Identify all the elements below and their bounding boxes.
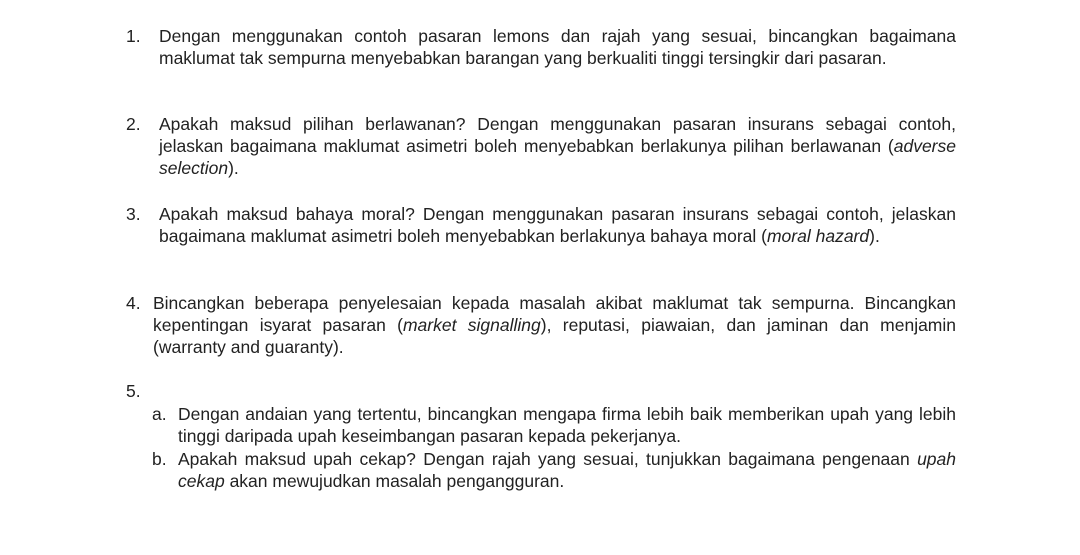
text-segment: Apakah maksud upah cekap? Dengan rajah yang sesuai, tunjukkan bagaimana pengenaan — [178, 449, 918, 469]
italic-term: upah cekap — [178, 449, 956, 491]
italic-term: adverse selection — [159, 136, 956, 178]
question-text — [159, 113, 956, 179]
question-text — [159, 203, 956, 247]
text-segment: ), reputasi, piawaian, dan jaminan dan menjamin (warranty and guaranty). — [153, 315, 957, 357]
question-number: 2. — [126, 114, 141, 134]
text-segment: Apakah maksud pilihan berlawanan? Dengan menggunakan pasaran insurans sebagai contoh, jelaskan bagaimana maklumat asimetri boleh menyebabkan berlakunya pilihan berlawanan ( — [159, 114, 956, 156]
question-3 — [126, 203, 956, 247]
text-segment: Bincangkan beberapa penyelesaian kepada masalah akibat maklumat tak sempurna. Bincangkan kepentingan isyarat pasaran ( — [153, 293, 956, 335]
text-segment: akan mewujudkan masalah pengangguran. — [224, 471, 565, 491]
question-number: 3. — [126, 204, 141, 224]
question-number: 1. — [126, 26, 141, 46]
question-5-part-b — [152, 448, 956, 492]
question-text: Dengan menggunakan contoh pasaran lemons dan rajah yang sesuai, bincangkan bagaimana maklumat tak sempurna menyebabkan barangan yang berkualiti tinggi tersingkir dari pasaran. — [159, 26, 956, 68]
question-number: 4. — [126, 293, 141, 313]
part-label: b. — [152, 449, 167, 469]
italic-term: market signalling — [402, 315, 541, 335]
question-2 — [126, 113, 956, 179]
italic-term: moral hazard — [766, 226, 870, 246]
text-segment: ). — [869, 226, 880, 246]
question-5-part-a — [152, 403, 956, 447]
part-text: Dengan andaian yang tertentu, bincangkan mengapa firma lebih baik memberikan upah yang lebih tinggi daripada upah keseimbangan pasaran kepada pekerjanya. — [178, 404, 956, 446]
part-text — [178, 448, 956, 492]
question-1 — [126, 25, 956, 69]
text-segment: Apakah maksud bahaya moral? Dengan menggunakan pasaran insurans sebagai contoh, jelaskan bagaimana maklumat asimetri boleh menyebabkan berlakunya bahaya moral ( — [159, 204, 956, 246]
question-text — [153, 292, 956, 358]
question-4 — [126, 292, 956, 358]
question-number: 5. — [126, 381, 141, 401]
part-label: a. — [152, 404, 167, 424]
text-segment: ). — [228, 158, 239, 178]
